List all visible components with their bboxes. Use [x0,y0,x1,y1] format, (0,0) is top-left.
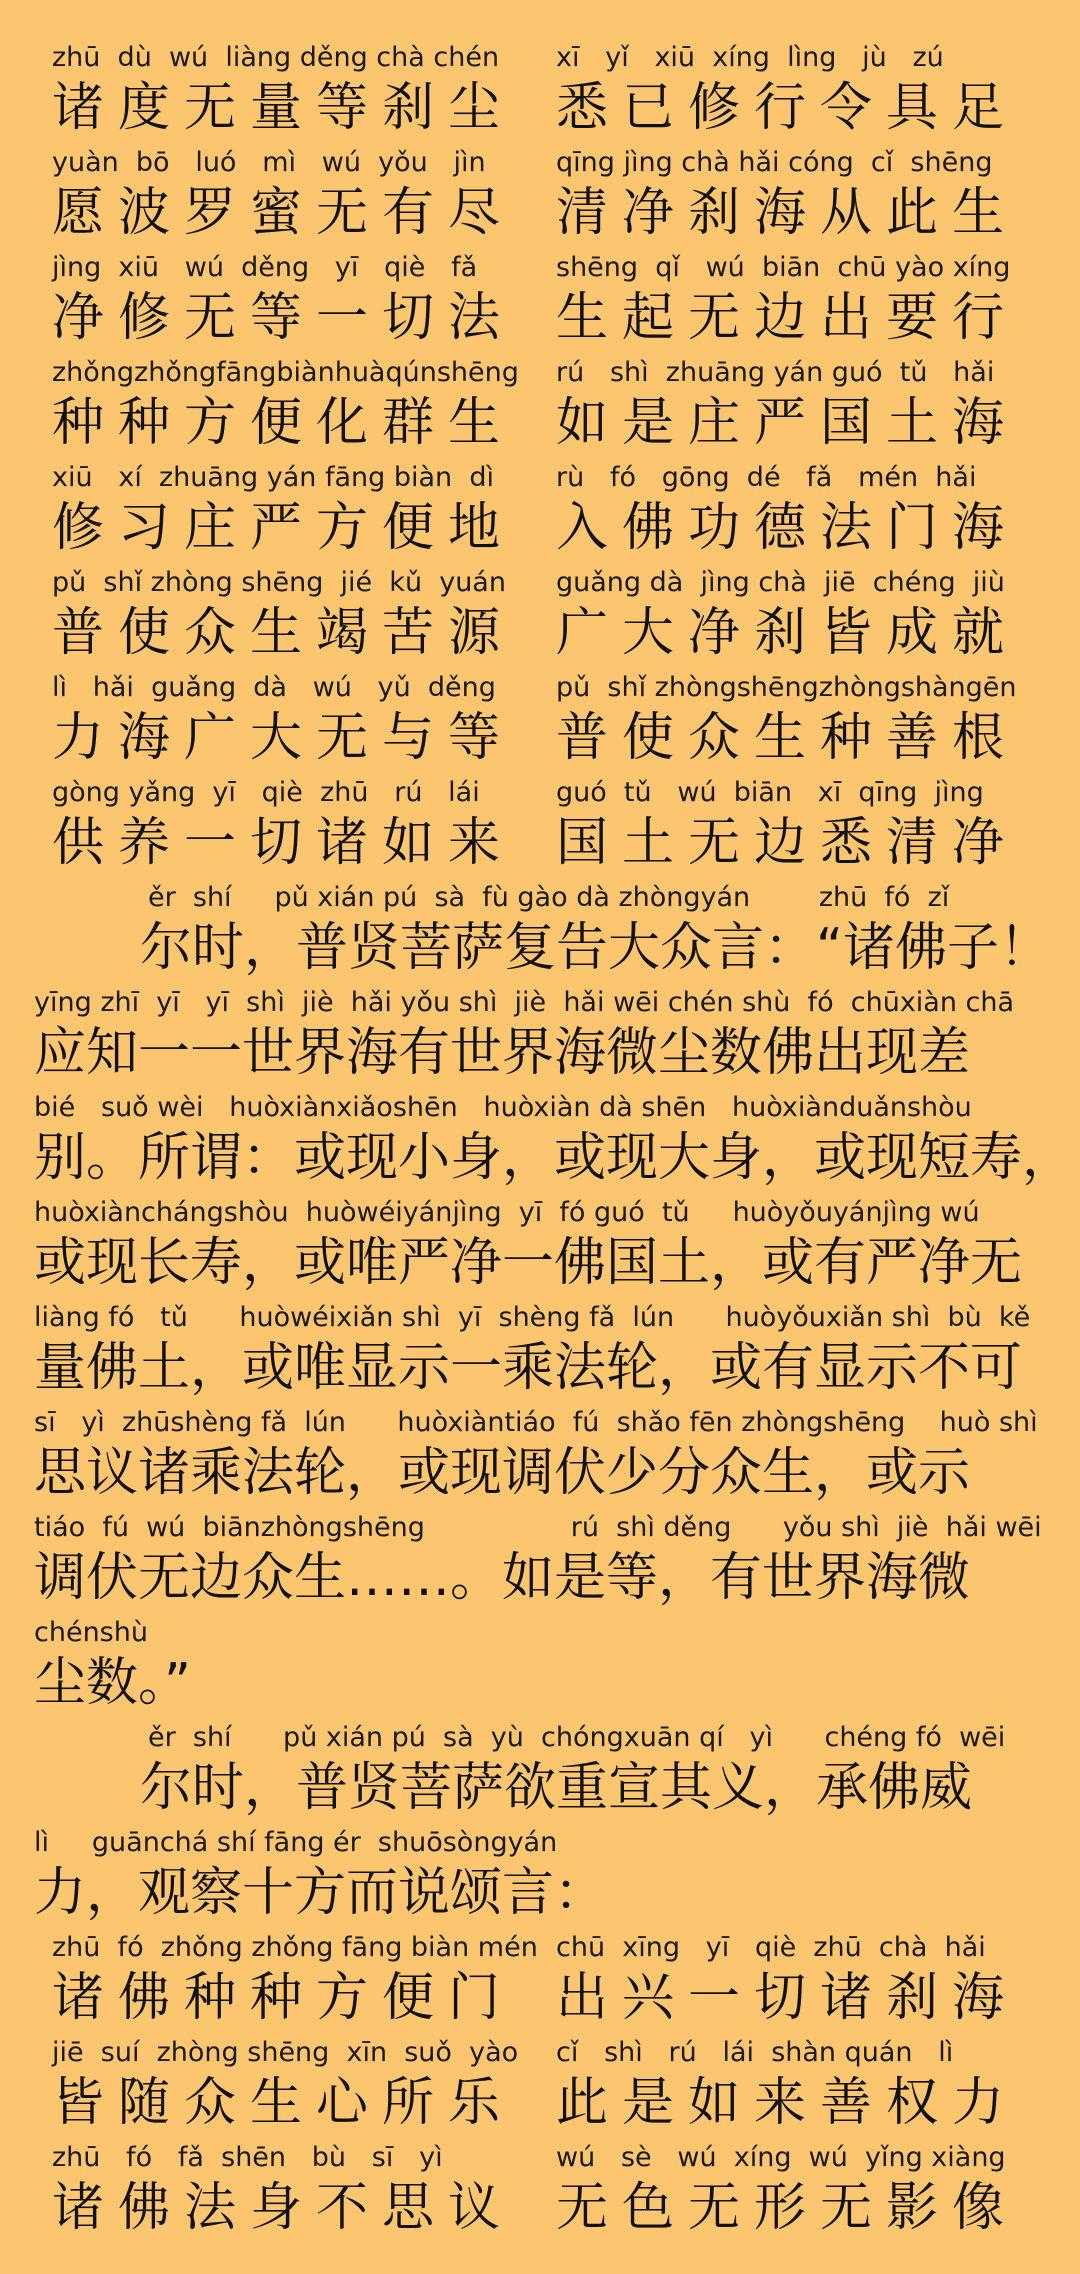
pinyin: guǎng dà jìng chà jiē chéng jiù [556,567,1005,598]
hanzi: 修习庄严方便地 [52,498,515,558]
hanzi: 诸佛种种方便门 [52,1968,515,2028]
prose-line [0,1720,1080,1820]
hanzi: 生起无边出要行 [556,288,1019,348]
hanzi: 国土无边悉清净 [556,813,1019,873]
pinyin: lì guānchá shí fāng ér shuōsòngyán [34,1827,558,1858]
pinyin: liàng fó tǔ huòwéixiǎn shì yī shèng fǎ lún huòyǒuxiǎn shì bù kě [34,1302,1031,1333]
prose-line [0,985,1080,1085]
pinyin: rù fó gōng dé fǎ mén hǎi [556,462,977,493]
hanzi: 种种方便化群生 [52,393,515,453]
pinyin: cǐ shì rú lái shàn quán lì [556,2037,954,2068]
hanzi: 尘数。” [34,1653,191,1713]
hanzi: 愿波罗蜜无有尽 [52,183,515,243]
verse-line [0,40,1080,140]
hanzi: 皆随众生心所乐 [52,2073,515,2133]
pinyin: chénshù [34,1617,148,1648]
hanzi: 如是庄严国土海 [556,393,1019,453]
pinyin: chū xīng yī qiè zhū chà hǎi [556,1932,986,1963]
hanzi: 入佛功德法门海 [556,498,1019,558]
hanzi: 或现长寿，或唯严净一佛国土，或有严净无 [34,1233,1023,1293]
hanzi: 悉已修行令具足 [556,78,1019,138]
hanzi: 供养一切诸如来 [52,813,515,873]
verse-line [0,2140,1080,2240]
verse-line [0,460,1080,560]
pinyin: zhū fó fǎ shēn bù sī yì [52,2142,443,2173]
hanzi: 别。所谓：或现小身，或现大身，或现短寿， [34,1128,1075,1188]
prose-line [0,1300,1080,1400]
hanzi: 尔时，普贤菩萨复告大众言：“诸佛子！ [140,918,1051,978]
prose-line [0,1615,1080,1715]
pinyin: sī yì zhūshèng fǎ lún huòxiàntiáo fú shǎo fēn zhòngshēng huò shì [34,1407,1038,1438]
pinyin: zhū dù wú liàng děng chà chén [52,42,500,73]
verse-line [0,1930,1080,2030]
verse-line [0,670,1080,770]
pinyin: qīng jìng chà hǎi cóng cǐ shēng [556,147,993,178]
pinyin: bié suǒ wèi huòxiànxiǎoshēn huòxiàn dà shēn huòxiànduǎnshòu [34,1092,972,1123]
hanzi: 净修无等一切法 [52,288,515,348]
pinyin: pǔ shǐ zhòng shēng jié kǔ yuán [52,567,506,598]
hanzi: 调伏无边众生……。如是等，有世界海微 [34,1548,971,1608]
pinyin: yīng zhī yī yī shì jiè hǎi yǒu shì jiè hǎi wēi chén shù fó chūxiàn chā [34,987,1015,1018]
verse-line [0,145,1080,245]
pinyin: huòxiànchángshòu huòwéiyánjìng yī fó guó tǔ huòyǒuyánjìng wú [34,1197,980,1228]
prose-line [0,1825,1080,1925]
hanzi: 出兴一切诸刹海 [556,1968,1019,2028]
pinyin: rú shì zhuāng yán guó tǔ hǎi [556,357,995,388]
pinyin: gòng yǎng yī qiè zhū rú lái [52,777,480,808]
prose-line [0,1090,1080,1190]
pinyin: jiē suí zhòng shēng xīn suǒ yào [52,2037,519,2068]
verse-line [0,355,1080,455]
verse-line [0,250,1080,350]
pinyin: xiū xí zhuāng yán fāng biàn dì [52,462,494,493]
hanzi: 力海广大无与等 [52,708,515,768]
pinyin: zhū fó zhǒng zhǒng fāng biàn mén [52,1932,538,1963]
prose-line [0,880,1080,980]
prose-line [0,1195,1080,1295]
pinyin: jìng xiū wú děng yī qiè fǎ [52,252,478,283]
hanzi: 清净刹海从此生 [556,183,1019,243]
pinyin: pǔ shǐ zhòngshēngzhòngshàngēn [556,672,1017,703]
pinyin: yuàn bō luó mì wú yǒu jìn [52,147,486,178]
verse-line [0,775,1080,875]
pinyin: ěr shí pǔ xián pú sà yù chóngxuān qí yì chéng fó wēi [148,1722,1006,1753]
verse-line [0,2035,1080,2135]
pinyin: wú sè wú xíng wú yǐng xiàng [556,2142,1006,2173]
hanzi: 诸度无量等刹尘 [52,78,515,138]
hanzi: 应知一一世界海有世界海微尘数佛出现差 [34,1023,971,1083]
hanzi: 诸佛法身不思议 [52,2178,515,2238]
hanzi: 普使众生竭苦源 [52,603,515,663]
hanzi: 量佛土，或唯显示一乘法轮，或有显示不可 [34,1338,1023,1398]
pinyin: ěr shí pǔ xián pú sà fù gào dà zhòngyán zhū fó zǐ [148,882,950,913]
pinyin: xī yǐ xiū xíng lìng jù zú [556,42,944,73]
hanzi: 广大净刹皆成就 [556,603,1019,663]
verse-line [0,565,1080,665]
hanzi: 此是如来善权力 [556,2073,1019,2133]
pinyin: lì hǎi guǎng dà wú yǔ děng [52,672,496,703]
pinyin: shēng qǐ wú biān chū yào xíng [556,252,1011,283]
pinyin: tiáo fú wú biānzhòngshēng rú shì děng yǒu shì jiè hǎi wēi [34,1512,1042,1543]
pinyin: guó tǔ wú biān xī qīng jìng [556,777,984,808]
prose-line [0,1510,1080,1610]
hanzi: 普使众生种善根 [556,708,1019,768]
hanzi: 力，观察十方而说颂言： [34,1863,607,1923]
hanzi: 思议诸乘法轮，或现调伏少分众生，或示 [34,1443,971,1503]
pinyin: zhǒngzhǒngfāngbiànhuàqúnshēng [52,357,519,388]
hanzi: 无色无形无影像 [556,2178,1019,2238]
prose-line [0,1405,1080,1505]
hanzi: 尔时，普贤菩萨欲重宣其义，承佛威 [140,1758,973,1818]
